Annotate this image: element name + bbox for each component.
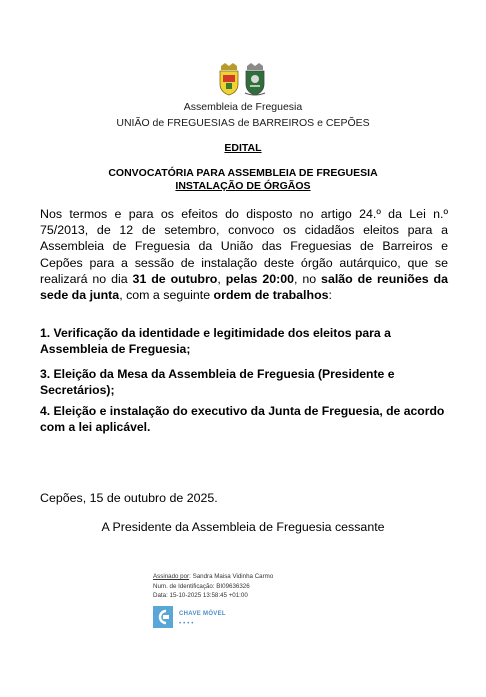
- header-crests: [0, 62, 486, 98]
- signature-date-line: [153, 591, 323, 601]
- id-number-line: [153, 582, 323, 592]
- body-paragraph: [40, 206, 448, 303]
- document-title: EDITAL: [224, 142, 262, 154]
- body-text-3: , no: [294, 271, 322, 286]
- place-date-line: Cepões, 15 de outubro de 2025.: [40, 491, 218, 505]
- agenda-item: 3. Eleição da Mesa da Assembleia de Freguesia (Presidente e Secretários);: [40, 367, 395, 397]
- parish-crest-icon: [244, 62, 266, 96]
- chave-movel-logo-icon: [153, 606, 173, 628]
- agenda-item: 4. Eleição e instalação do executivo da Junta de Freguesia, de acordo com a lei aplicável.: [40, 404, 445, 434]
- meeting-time: pelas 20:00: [225, 271, 295, 286]
- chave-movel-dots: ••••: [179, 621, 196, 627]
- body-text-2: ,: [217, 271, 226, 286]
- digital-signature-block: [153, 572, 323, 632]
- id-number-value: : BI09636326: [212, 582, 250, 590]
- assembly-name: Assembleia de Freguesia: [183, 101, 303, 113]
- signer-line: A Presidente da Assembleia de Freguesia cessante: [101, 520, 385, 534]
- body-text-1: Nos termos e para os efeitos do disposto no artigo 24.º da Lei n.º 75/2013, de 12 de setembro, convoco os cidadãos eleitos para a Assembleia de Freguesia da União das Freguesias de Barreiros e Cepões para a sessão de instalação deste órgão autárquico, que se realizará no dia: [40, 207, 448, 286]
- agenda-heading: ordem de trabalhos: [213, 288, 329, 303]
- union-name: UNIÃO de FREGUESIAS de BARREIROS e CEPÕES: [116, 117, 370, 129]
- signed-by-value: : Sandra Maisa Vidinha Carmo: [189, 573, 274, 580]
- meeting-date: 31 de outubro: [132, 271, 218, 286]
- chave-movel-brand: CHAVE MÓVEL: [179, 611, 226, 617]
- body-text-4: , com a seguinte: [119, 288, 214, 303]
- signature-date-value: : 15-10-2025 13:58:45 +01:00: [166, 592, 248, 599]
- body-text-5: :: [328, 288, 332, 303]
- signature-date-label: Data: [153, 592, 167, 599]
- subtitle-line-1: CONVOCATÓRIA PARA ASSEMBLEIA DE FREGUESIA: [108, 167, 378, 179]
- subtitle-line-2: INSTALAÇÃO DE ÓRGÃOS: [175, 180, 311, 192]
- meeting-place: salão de reuniões da sede da junta: [40, 271, 448, 303]
- municipal-crest-icon: [218, 62, 240, 96]
- document-subtitle: [0, 167, 486, 193]
- signed-by-label: Assinado por: [153, 573, 190, 580]
- signed-by-line: [153, 572, 323, 582]
- id-number-label: Num. de Identificação: [153, 582, 213, 590]
- agenda-item: 1. Verificação da identidade e legitimidade dos eleitos para a Assembleia de Freguesia;: [40, 326, 391, 356]
